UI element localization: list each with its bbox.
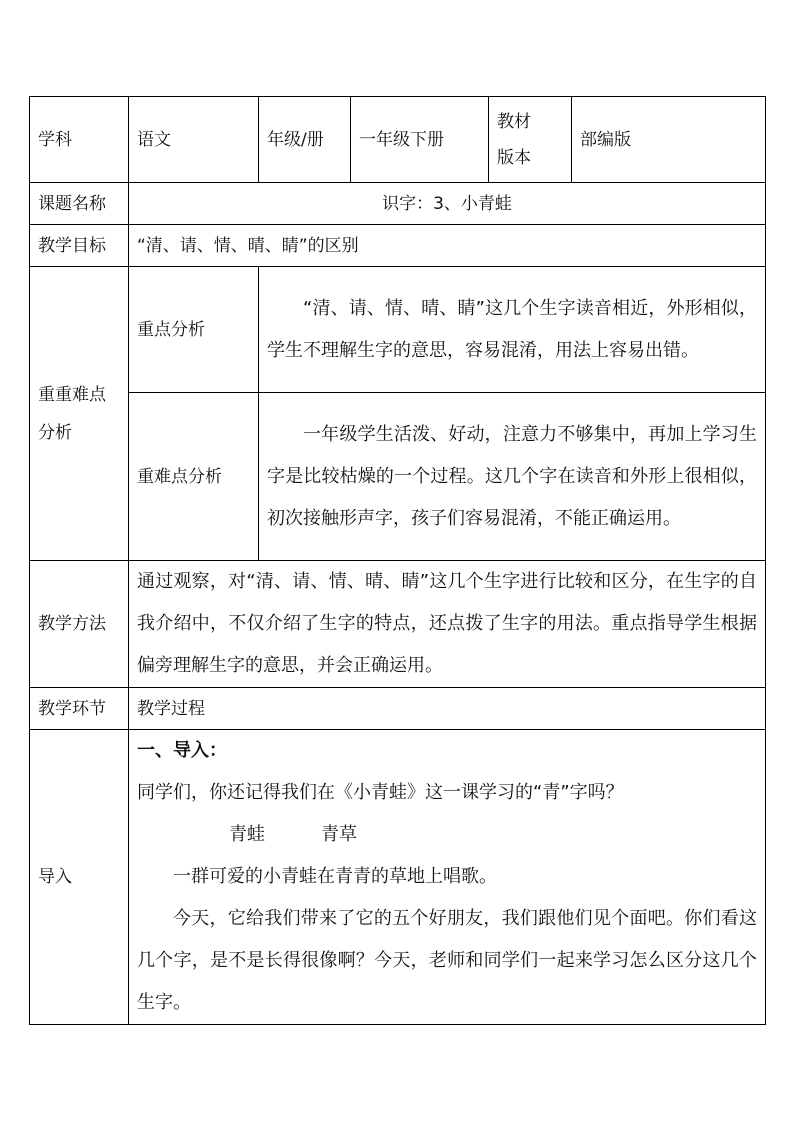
goal-value: “清、请、情、晴、睛”的区别 (129, 225, 766, 267)
process-row (30, 688, 766, 730)
header-row (30, 97, 766, 183)
edition-value: 部编版 (572, 97, 766, 183)
key-analysis-text: “清、请、情、晴、睛”这几个生字读音相近，外形相似，学生不理解生字的意思，容易混淆，用法上容易出错。 (259, 267, 766, 393)
intro-label: 导入 (30, 730, 129, 1025)
grade-label: 年级/册 (259, 97, 351, 183)
lesson-plan-table (29, 96, 766, 1025)
difficult-analysis-text: 一年级学生活泼、好动，注意力不够集中，再加上学习生字是比较枯燥的一个过程。这几个字在读音和外形上很相似，初次接触形声字，孩子们容易混淆，不能正确运用。 (259, 393, 766, 561)
intro-word-2: 青草 (321, 824, 357, 845)
intro-word-1: 青蛙 (229, 824, 265, 845)
analysis-label (30, 267, 129, 561)
title-label: 课题名称 (30, 183, 129, 225)
method-row (30, 561, 766, 688)
method-text: 通过观察，对“清、请、情、晴、睛”这几个生字进行比较和区分，在生字的自我介绍中，不仅介绍了生字的特点，还点拨了生字的用法。重点指导学生根据偏旁理解生字的意思，并会正确运用。 (129, 561, 766, 688)
subject-label: 学科 (30, 97, 129, 183)
process-label: 教学环节 (30, 688, 129, 730)
difficult-analysis-label: 重难点分析 (129, 393, 259, 561)
process-value: 教学过程 (129, 688, 766, 730)
intro-content (129, 730, 766, 1025)
intro-words (137, 814, 757, 856)
grade-value: 一年级下册 (351, 97, 489, 183)
subject-value: 语文 (129, 97, 259, 183)
analysis-label-line1: 重重难点 (38, 384, 106, 405)
analysis-label-line2: 分析 (38, 422, 72, 443)
intro-row (30, 730, 766, 1025)
edition-label-line1: 教材 (497, 111, 531, 132)
intro-heading: 一、导入： (137, 740, 227, 761)
difficult-analysis-row (30, 393, 766, 561)
intro-line1: 同学们，你还记得我们在《小青蛙》这一课学习的“青”字吗？ (137, 782, 624, 803)
key-analysis-label: 重点分析 (129, 267, 259, 393)
title-value: 识字：3、小青蛙 (129, 183, 766, 225)
edition-label (489, 97, 572, 183)
edition-label-line2: 版本 (497, 147, 531, 168)
method-label: 教学方法 (30, 561, 129, 688)
goal-row (30, 225, 766, 267)
goal-label: 教学目标 (30, 225, 129, 267)
title-row (30, 183, 766, 225)
intro-line3: 今天，它给我们带来了它的五个好朋友，我们跟他们见个面吧。你们看这几个字，是不是长得很像啊？今天，老师和同学们一起来学习怎么区分这几个生字。 (137, 908, 757, 1013)
key-analysis-row (30, 267, 766, 393)
intro-line2: 一群可爱的小青蛙在青青的草地上唱歌。 (173, 866, 497, 887)
